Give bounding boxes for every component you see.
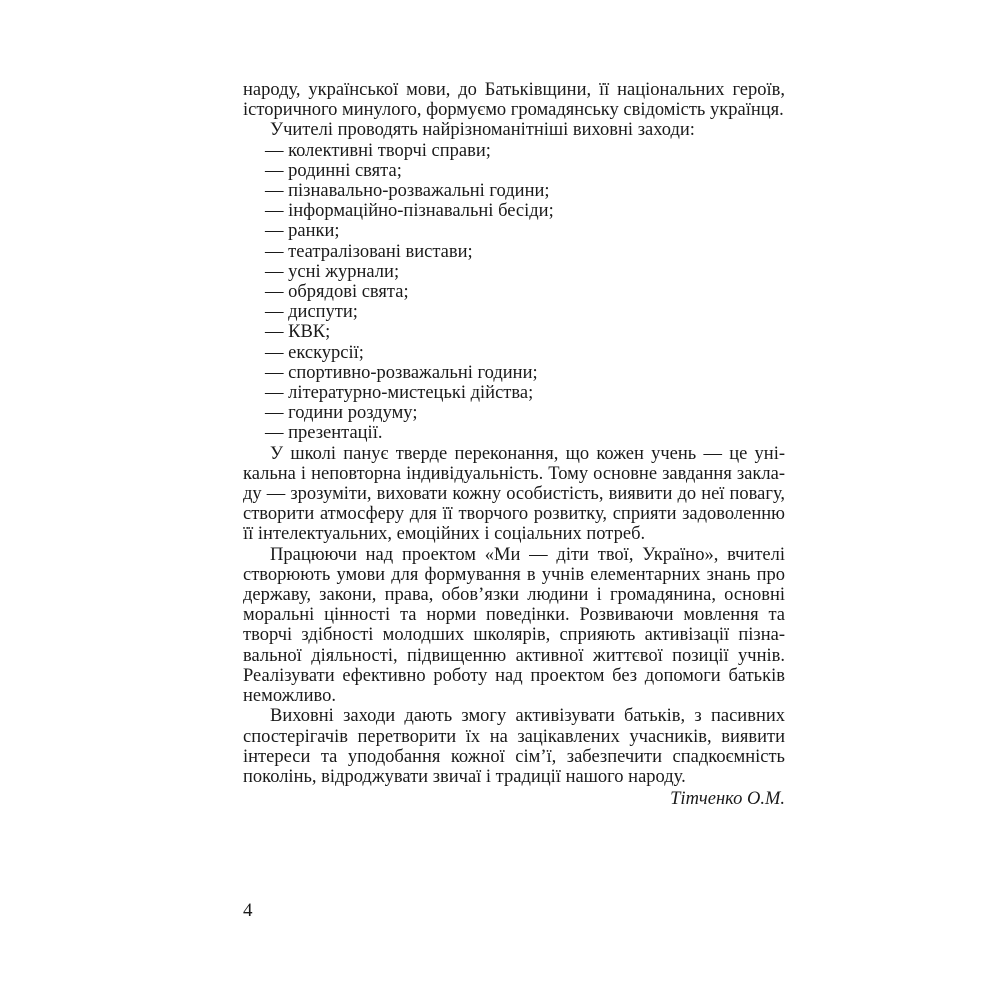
list-item: — ранки; [265,221,340,242]
text-line: кальна і неповторна індивідуальність. Тому основне завдання закла- [243,463,785,484]
list-intro: Учителі проводять найрізноманітніші виховні заходи: [270,120,695,141]
text-line: Реалізувати ефективно роботу над проектом без допомоги батьків [243,665,785,686]
list-item: — родинні свята; [265,160,402,181]
text-line: моральні цінності та норми поведінки. Розвиваючи мовлення та [243,605,785,626]
list-item: — колективні творчі справи; [265,140,491,161]
text-line: історичного минулого, формуємо громадянську свідомість українця. [243,100,784,121]
paragraph-project [243,545,785,707]
text-line: творчі здібності молодших школярів, сприяють активізації пізна- [243,625,785,646]
list-item: — усні журнали; [265,261,400,282]
text-line: неможливо. [243,686,337,707]
intro-paragraph [243,80,785,120]
text-line: Працюючи над проектом «Ми — діти твої, Україно», вчителі [270,544,785,565]
text-line: інтереси та уподобання кожної сім’ї, забезпечити спадкоємність [243,746,785,767]
text-line: створити атмосферу для її творчого розвитку, сприяти задоволенню [243,504,785,525]
list-item: — інформаційно-пізнавальні бесіди; [265,201,554,222]
list-item: — години роздуму; [265,403,418,424]
list-item: — обрядові свята; [265,282,409,303]
text-line: її інтелектуальних, емоційних і соціальних потреб. [243,524,646,545]
text-line: державу, закони, права, обов’язки людини і громадянина, основні [243,585,785,606]
activities-list [243,141,785,444]
list-item: — літературно-мистецькі дійства; [265,383,534,404]
list-item: — диспути; [265,302,358,323]
text-line: спостерігачів перетворити їх на зацікавлених учасників, виявити [243,726,785,747]
author-signature: Тітченко О.М. [670,789,785,810]
text-line: поколінь, відроджувати звичаї і традиції нашого народу. [243,766,686,787]
text-line: ду — зрозуміти, виховати кожну особистість, виявити до неї повагу, [243,484,785,505]
list-item: — спортивно-розважальні години; [265,362,538,383]
text-line: вальної діяльності, підвищенню активної життєвої позиції учнів. [243,645,785,666]
text-line: створюють умови для формування в учнів елементарних знань про [243,564,785,585]
list-item: — театралізовані вистави; [265,241,473,262]
text-line: У школі панує тверде переконання, що кожен учень — це уні- [270,443,785,464]
list-item: — екскурсії; [265,342,364,363]
paragraph-school-conviction [243,444,785,545]
paragraph-parents [243,706,785,787]
text-line: народу, української мови, до Батьківщини, її національних героїв, [243,80,785,100]
body-text [243,80,785,809]
list-item: — КВК; [265,322,331,343]
page-number: 4 [243,900,253,921]
text-line: Виховні заходи дають змогу активізувати батьків, з пасивних [270,706,785,727]
list-item: — презентації. [265,423,383,444]
list-item: — пізнавально-розважальні години; [265,181,550,202]
